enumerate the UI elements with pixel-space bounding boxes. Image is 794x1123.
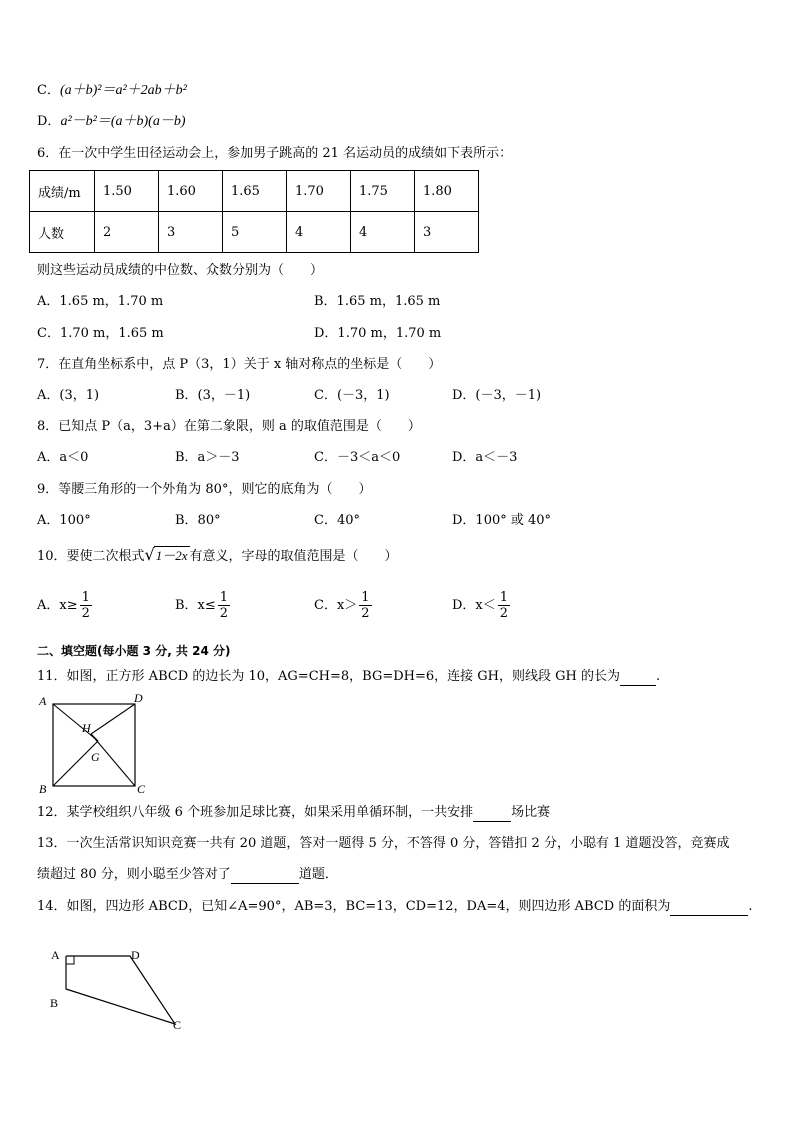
q7-option-a: A．(3，1) xyxy=(37,388,100,403)
stem-text: 道题． xyxy=(298,867,338,882)
option-expression: a²－b²＝(a＋b)(a－b) xyxy=(60,114,186,129)
table-cell: 1.50 xyxy=(95,171,159,212)
stem-text: 场比赛 xyxy=(511,805,551,820)
table-cell: 5 xyxy=(223,212,287,253)
denominator: 2 xyxy=(499,606,509,621)
table-cell: 3 xyxy=(415,212,479,253)
q13-line-1: 13．一次生活常识知识竞赛一共有 20 道题，答对一题得 5 分，不答得 0 分，答错扣 2 分，小聪有 1 道题没答，竞赛成 xyxy=(37,836,730,851)
option-label: B．x≤ xyxy=(175,598,216,613)
radical-sign: √ xyxy=(144,545,155,564)
table-cell: 1.80 xyxy=(415,171,479,212)
q14-stem xyxy=(37,898,752,916)
table-cell: 4 xyxy=(351,212,415,253)
q9-stem: 9．等腰三角形的一个外角为 80°，则它的底角为（ ） xyxy=(37,482,372,497)
segment-gh xyxy=(91,734,98,741)
stem-text: 14．如图，四边形 ABCD，已知∠A=90°，AB=3，BC=13，CD=12，DA=4，则四边形 ABCD 的面积为 xyxy=(37,899,671,914)
table-cell: 1.70 xyxy=(287,171,351,212)
table-cell: 1.60 xyxy=(159,171,223,212)
stem-text: 10．要使二次根式 xyxy=(37,549,145,564)
quadrilateral-figure xyxy=(45,944,195,1036)
q8-option-b: B．a＞－3 xyxy=(175,450,240,465)
q8-stem: 8．已知点 P（a，3+a）在第二象限，则 a 的取值范围是（ ） xyxy=(37,419,421,434)
table-cell: 4 xyxy=(287,212,351,253)
q9-option-c: C．40° xyxy=(314,513,360,528)
q6-option-c: C．1.70 m，1.65 m xyxy=(37,326,164,341)
answer-blank[interactable] xyxy=(670,915,748,916)
option-label: A．x≥ xyxy=(37,598,78,613)
answer-blank[interactable] xyxy=(620,685,656,686)
denominator: 2 xyxy=(361,606,370,621)
q6-option-b: B．1.65 m，1.65 m xyxy=(314,294,441,309)
stem-text: 11．如图，正方形 ABCD 的边长为 10，AG=CH=8，BG=DH=6，连接 GH，则线段 GH 的长为 xyxy=(37,669,620,684)
q6-option-a: A．1.65 m，1.70 m xyxy=(37,294,164,309)
fraction xyxy=(218,590,230,621)
q10-stem xyxy=(37,546,398,566)
section-heading: 二、填空题(每小题 3 分, 共 24 分) xyxy=(37,644,231,658)
label-b: B xyxy=(39,782,47,796)
option-label: C．x＞ xyxy=(314,598,358,613)
q8-option-d: D．a＜－3 xyxy=(452,450,518,465)
q6-option-d: D．1.70 m，1.70 m xyxy=(314,326,442,341)
denominator: 2 xyxy=(81,606,90,621)
option-expression: (a＋b)²＝a²＋2ab＋b² xyxy=(59,83,187,98)
table-cell: 1.65 xyxy=(223,171,287,212)
q6-question: 则这些运动员成绩的中位数、众数分别为（ ） xyxy=(37,263,324,278)
q10-option-d xyxy=(452,590,510,621)
option-label: D．x＜ xyxy=(452,598,496,613)
label-d: D xyxy=(134,691,143,705)
numerator: 1 xyxy=(361,590,370,605)
q10-option-a xyxy=(37,590,92,621)
q7-option-d: D．(－3，－1) xyxy=(452,388,542,403)
label-g: G xyxy=(91,750,100,764)
label-b: B xyxy=(50,996,59,1010)
q11-stem xyxy=(37,668,660,686)
q5-option-d xyxy=(37,113,185,131)
q7-option-b: B．(3，－1) xyxy=(175,388,251,403)
q8-option-a: A．a＜0 xyxy=(37,450,89,465)
numerator: 1 xyxy=(499,590,509,605)
stem-text: . xyxy=(748,899,753,914)
q9-option-b: B．80° xyxy=(175,513,221,528)
table-row xyxy=(30,212,479,253)
label-a: A xyxy=(51,948,60,962)
option-label: D． xyxy=(37,114,61,129)
label-c: C xyxy=(173,1018,182,1032)
radicand: 1－2x xyxy=(155,548,188,563)
q7-stem: 7．在直角坐标系中，点 P（3，1）关于 x 轴对称点的坐标是（ ） xyxy=(37,357,442,372)
q6-stem: 6．在一次中学生田径运动会上，参加男子跳高的 21 名运动员的成绩如下表所示： xyxy=(37,146,513,161)
q10-option-c xyxy=(314,590,372,621)
square-figure xyxy=(36,692,146,796)
stem-text: . xyxy=(655,669,661,684)
stem-text: 有意义，字母的取值范围是（ ） xyxy=(189,549,398,564)
q9-option-d: D．100° 或 40° xyxy=(452,513,552,528)
option-label: C． xyxy=(37,83,60,98)
table-cell: 3 xyxy=(159,212,223,253)
answer-blank[interactable] xyxy=(473,821,511,822)
q10-option-b xyxy=(175,590,230,621)
segment-ag xyxy=(53,704,98,741)
stem-text: 12．某学校组织八年级 6 个班参加足球比赛，如果采用单循环制，一共安排 xyxy=(37,805,474,820)
q13-line-2 xyxy=(37,866,338,884)
q5-option-c xyxy=(37,82,187,100)
stem-text: 绩超过 80 分，则小聪至少答对了 xyxy=(37,867,231,882)
quadrilateral-outline xyxy=(66,956,175,1024)
q9-option-a: A．100° xyxy=(37,513,91,528)
numerator: 1 xyxy=(219,590,229,605)
q12-stem xyxy=(37,804,550,822)
label-c: C xyxy=(137,782,146,796)
table-cell: 成绩/m xyxy=(30,171,95,212)
label-d: D xyxy=(131,948,140,962)
right-angle-mark xyxy=(66,956,74,964)
table-cell: 2 xyxy=(95,212,159,253)
fraction xyxy=(359,590,371,621)
label-h: H xyxy=(82,721,91,735)
denominator: 2 xyxy=(219,606,229,621)
answer-blank[interactable] xyxy=(231,883,299,884)
table-row xyxy=(30,171,479,212)
fraction xyxy=(80,590,92,621)
label-a: A xyxy=(39,694,47,708)
q7-option-c: C．(－3，1) xyxy=(314,388,390,403)
segment-dh xyxy=(91,704,135,734)
table-cell: 1.75 xyxy=(351,171,415,212)
table-cell: 人数 xyxy=(30,212,95,253)
q8-option-c: C．－3＜a＜0 xyxy=(314,450,401,465)
score-table xyxy=(29,170,479,253)
numerator: 1 xyxy=(81,590,90,605)
fraction xyxy=(498,590,510,621)
